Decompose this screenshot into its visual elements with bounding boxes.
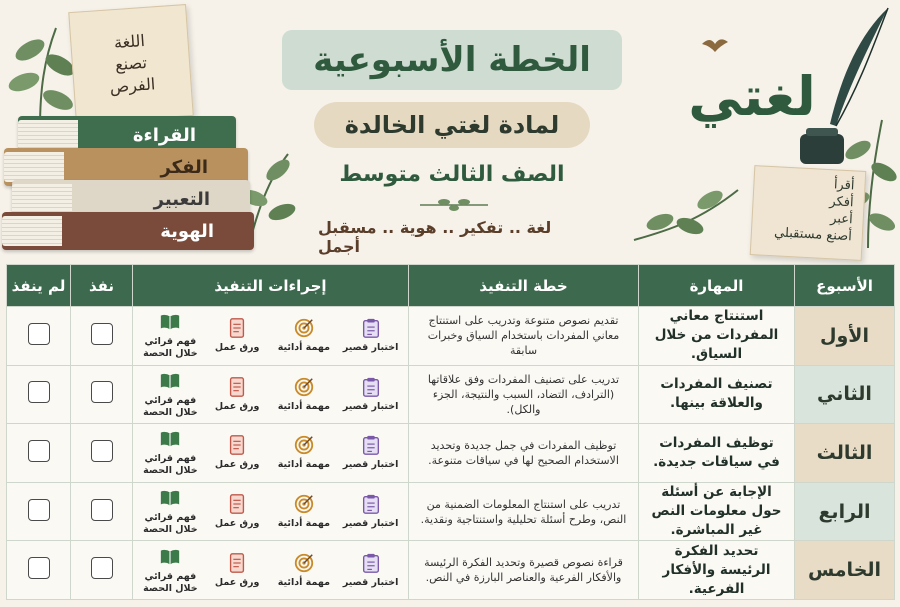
procedure-label: مهمة أدائية bbox=[277, 576, 330, 588]
procedure-task bbox=[274, 434, 334, 471]
open-book-icon bbox=[159, 370, 181, 392]
open-book-icon bbox=[159, 546, 181, 568]
skill-cell bbox=[639, 365, 795, 424]
not-done-checkbox[interactable] bbox=[28, 440, 50, 462]
book-identity bbox=[2, 212, 254, 250]
weekly-plan-table bbox=[6, 264, 894, 607]
procedure-reading bbox=[140, 370, 200, 419]
procedure-worksheet bbox=[207, 552, 267, 589]
not-done-cell bbox=[7, 541, 71, 600]
table-header-row bbox=[7, 265, 895, 307]
week-label: الثالث bbox=[816, 441, 873, 464]
not-done-cell bbox=[7, 365, 71, 424]
procedures-cell bbox=[133, 541, 409, 600]
done-cell bbox=[71, 482, 133, 541]
procedure-label: فهم قرائي خلال الحصة bbox=[143, 512, 198, 536]
open-book-icon bbox=[159, 487, 181, 509]
grade-label: الصف الثالث متوسط bbox=[339, 161, 565, 187]
week-label: الأول bbox=[820, 324, 869, 347]
worksheet-icon bbox=[226, 376, 248, 398]
procedure-quiz bbox=[341, 317, 401, 354]
open-book-icon bbox=[159, 311, 181, 333]
clipboard-icon bbox=[360, 434, 382, 456]
procedure-label: ورق عمل bbox=[214, 576, 260, 588]
header-not-done: لم ينفذ bbox=[7, 265, 71, 307]
book-label: الهوية bbox=[160, 220, 214, 242]
done-checkbox[interactable] bbox=[91, 557, 113, 579]
procedures-cell bbox=[133, 365, 409, 424]
skill-cell bbox=[639, 424, 795, 483]
not-done-checkbox[interactable] bbox=[28, 323, 50, 345]
procedure-label: ورق عمل bbox=[214, 459, 260, 471]
open-book-icon bbox=[159, 428, 181, 450]
table-row bbox=[7, 424, 895, 483]
procedure-task bbox=[274, 376, 334, 413]
skill-text: استنتاج معاني المفردات من خلال السياق. bbox=[654, 308, 779, 363]
skill-text: توظيف المفردات في سياقات جديدة. bbox=[653, 434, 780, 470]
week-label: الرابع bbox=[818, 500, 871, 523]
week-cell bbox=[795, 307, 895, 366]
procedure-reading bbox=[140, 428, 200, 477]
clipboard-icon bbox=[360, 493, 382, 515]
skill-text: تصنيف المفردات والعلاقة بينها. bbox=[660, 376, 773, 412]
procedure-label: اختبار قصير bbox=[342, 576, 399, 588]
motto-line: أقرأ bbox=[833, 177, 855, 194]
header-procedures: إجراءات التنفيذ bbox=[133, 265, 409, 307]
done-checkbox[interactable] bbox=[91, 381, 113, 403]
worksheet-icon bbox=[226, 434, 248, 456]
procedure-label: اختبار قصير bbox=[342, 459, 399, 471]
done-checkbox[interactable] bbox=[91, 323, 113, 345]
skill-text: تحديد الفكرة الرئيسة والأفكار الفرعية. bbox=[662, 542, 771, 597]
procedure-label: فهم قرائي خلال الحصة bbox=[143, 453, 198, 477]
not-done-cell bbox=[7, 482, 71, 541]
plan-cell bbox=[409, 307, 639, 366]
target-icon bbox=[293, 434, 315, 456]
table-row bbox=[7, 541, 895, 600]
not-done-checkbox[interactable] bbox=[28, 381, 50, 403]
procedure-label: مهمة أدائية bbox=[277, 400, 330, 412]
table-row bbox=[7, 365, 895, 424]
skill-cell bbox=[639, 541, 795, 600]
plan-text: تدريب على استنتاج المعلومات الضمنية من النص، وطرح أسئلة تحليلية واستنتاجية ونقدية. bbox=[420, 497, 627, 526]
week-cell bbox=[795, 424, 895, 483]
procedure-label: اختبار قصير bbox=[342, 400, 399, 412]
clipboard-icon bbox=[360, 317, 382, 339]
motto-line: أعبر bbox=[829, 211, 854, 228]
not-done-cell bbox=[7, 307, 71, 366]
procedure-quiz bbox=[341, 493, 401, 530]
procedure-label: ورق عمل bbox=[214, 400, 260, 412]
bird-icon bbox=[700, 34, 730, 54]
header bbox=[0, 0, 900, 262]
done-cell bbox=[71, 365, 133, 424]
done-checkbox[interactable] bbox=[91, 440, 113, 462]
note-card-line: اللغة bbox=[113, 30, 146, 53]
plan-text: تقديم نصوص متنوعة وتدريب على استنتاج معاني المفردات باستخدام السياق وخبرات سابقة bbox=[427, 314, 620, 358]
procedure-worksheet bbox=[207, 317, 267, 354]
header-done: نفذ bbox=[71, 265, 133, 307]
not-done-checkbox[interactable] bbox=[28, 499, 50, 521]
header-skill: المهارة bbox=[639, 265, 795, 307]
page-title: الخطة الأسبوعية bbox=[282, 30, 622, 90]
procedure-worksheet bbox=[207, 434, 267, 471]
slogan: لغة .. تفكير .. هوية .. مسقبل أجمل bbox=[318, 218, 552, 256]
book-label: الفكر bbox=[160, 156, 208, 178]
done-cell bbox=[71, 424, 133, 483]
target-icon bbox=[293, 317, 315, 339]
clipboard-icon bbox=[360, 376, 382, 398]
procedure-worksheet bbox=[207, 376, 267, 413]
motto-line: أفكر bbox=[829, 194, 854, 211]
ornament-icon bbox=[418, 195, 490, 215]
week-cell bbox=[795, 482, 895, 541]
target-icon bbox=[293, 376, 315, 398]
procedure-worksheet bbox=[207, 493, 267, 530]
procedure-task bbox=[274, 317, 334, 354]
plan-text: قراءة نصوص قصيرة وتحديد الفكرة الرئيسة والأفكار الفرعية والعناصر البارزة في النص. bbox=[424, 556, 623, 585]
procedure-quiz bbox=[341, 376, 401, 413]
note-card-line: تصنع bbox=[114, 52, 148, 75]
note-card-line: الفرص bbox=[109, 74, 156, 97]
procedure-label: مهمة أدائية bbox=[277, 459, 330, 471]
table-row bbox=[7, 307, 895, 366]
worksheet-icon bbox=[226, 317, 248, 339]
procedure-label: مهمة أدائية bbox=[277, 518, 330, 530]
plan-cell bbox=[409, 424, 639, 483]
header-plan: خطة التنفيذ bbox=[409, 265, 639, 307]
worksheet-icon bbox=[226, 493, 248, 515]
procedure-label: اختبار قصير bbox=[342, 518, 399, 530]
motto-line: أصنع مستقبلي bbox=[773, 225, 853, 245]
procedure-task bbox=[274, 552, 334, 589]
procedure-label: فهم قرائي خلال الحصة bbox=[143, 336, 198, 360]
plan-text: تدريب على تصنيف المفردات وفق علاقاتها (الترادف، التضاد، السبب والنتيجة، الجزء والكل). bbox=[427, 372, 620, 416]
week-label: الثاني bbox=[817, 383, 872, 406]
leaves-left-icon bbox=[0, 20, 80, 130]
procedure-reading bbox=[140, 311, 200, 360]
clipboard-icon bbox=[360, 552, 382, 574]
procedure-label: فهم قرائي خلال الحصة bbox=[143, 394, 198, 418]
target-icon bbox=[293, 493, 315, 515]
procedure-label: مهمة أدائية bbox=[277, 342, 330, 354]
procedure-label: اختبار قصير bbox=[342, 342, 399, 354]
procedure-label: ورق عمل bbox=[214, 518, 260, 530]
procedure-quiz bbox=[341, 552, 401, 589]
plan-cell bbox=[409, 365, 639, 424]
done-cell bbox=[71, 307, 133, 366]
week-cell bbox=[795, 541, 895, 600]
book-label: التعبير bbox=[153, 188, 210, 210]
book-label: القراءة bbox=[132, 124, 196, 146]
procedure-label: فهم قرائي خلال الحصة bbox=[143, 570, 198, 594]
plan-cell bbox=[409, 541, 639, 600]
plan-cell bbox=[409, 482, 639, 541]
note-card bbox=[68, 4, 194, 124]
worksheet-icon bbox=[226, 552, 248, 574]
not-done-checkbox[interactable] bbox=[28, 557, 50, 579]
not-done-cell bbox=[7, 424, 71, 483]
procedures-cell bbox=[133, 307, 409, 366]
page-subtitle: لمادة لغتي الخالدة bbox=[314, 102, 590, 148]
done-cell bbox=[71, 541, 133, 600]
procedures-cell bbox=[133, 424, 409, 483]
plan-text: توظيف المفردات في جمل جديدة وتحديد الاستخدام الصحيح لها في سياقات متنوعة. bbox=[428, 438, 619, 467]
header-week: الأسبوع bbox=[795, 265, 895, 307]
skill-cell bbox=[639, 482, 795, 541]
skill-text: الإجابة عن أسئلة حول معلومات النص غير المباشرة. bbox=[651, 484, 782, 539]
target-icon bbox=[293, 552, 315, 574]
table-row bbox=[7, 482, 895, 541]
procedure-reading bbox=[140, 487, 200, 536]
procedure-reading bbox=[140, 546, 200, 595]
leaves-right-lower-icon bbox=[630, 170, 740, 260]
skill-cell bbox=[639, 307, 795, 366]
done-checkbox[interactable] bbox=[91, 499, 113, 521]
week-label: الخامس bbox=[807, 559, 882, 582]
procedure-label: ورق عمل bbox=[214, 342, 260, 354]
procedures-cell bbox=[133, 482, 409, 541]
week-cell bbox=[795, 365, 895, 424]
logo: لغتي bbox=[688, 64, 816, 128]
procedure-quiz bbox=[341, 434, 401, 471]
procedure-task bbox=[274, 493, 334, 530]
motto-card bbox=[750, 165, 867, 261]
